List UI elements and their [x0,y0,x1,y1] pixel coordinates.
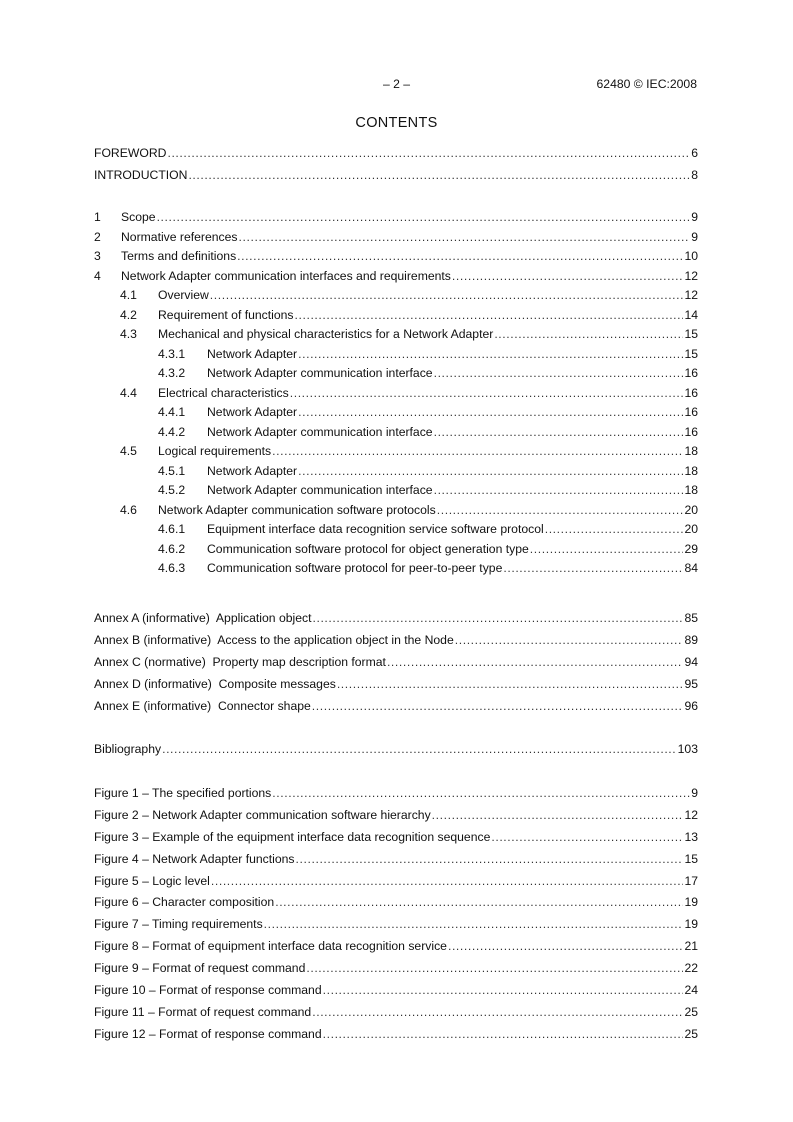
toc-section-entry[interactable] [94,286,698,306]
dot-leader [210,286,684,306]
annex-title: Annex C (normative) Property map description format [94,654,386,669]
section-number: 3 [94,249,101,263]
section-title: Network Adapter communication software protocols [158,502,436,517]
figure-title: Figure 3 – Example of the equipment interface data recognition sequence [94,829,491,844]
dot-leader [295,306,684,326]
toc-entry-text: INTRODUCTION [94,167,188,182]
toc-annex-entry[interactable] [94,630,698,652]
dot-leader [275,892,683,914]
bibliography-page: 103 [677,742,698,756]
section-page: 18 [684,483,698,497]
toc-section-entry[interactable] [94,540,698,560]
section-page: 84 [684,561,698,575]
annex-page: 95 [684,676,698,691]
dot-leader [387,652,684,674]
section-title: Electrical characteristics [158,385,289,400]
dot-leader [545,520,684,540]
annex-page: 89 [684,632,698,647]
toc-annex-entry[interactable] [94,696,698,718]
dot-leader [434,364,684,384]
toc-front-matter [94,143,698,187]
figure-page: 19 [684,917,698,932]
toc-figure-entry[interactable] [94,914,698,936]
section-number: 4.5.1 [158,463,186,478]
section-title: Equipment interface data recognition service software protocol [207,522,544,536]
section-title: Normative references [121,229,238,244]
section-page: 9 [691,210,698,224]
dot-leader [162,739,677,761]
dot-leader [239,228,691,248]
section-title: Mechanical and physical characteristics for a Network Adapter [158,327,494,341]
section-title: Terms and definitions [121,249,237,263]
section-page: 20 [684,502,698,517]
figure-page: 22 [684,961,698,976]
dot-leader [448,936,683,958]
section-number: 4.5 [120,444,137,458]
section-page: 20 [684,522,698,536]
toc-figure-entry[interactable] [94,892,698,914]
section-page: 16 [684,405,698,419]
section-number: 4.6.1 [158,522,186,536]
dot-leader [296,849,684,871]
toc-section-entry[interactable] [94,306,698,326]
toc-entry-page: 6 [691,146,698,160]
section-page: 12 [684,268,698,283]
toc-annex-entry[interactable] [94,608,698,630]
section-number: 4.3 [120,327,137,341]
figure-title: Figure 4 – Network Adapter functions [94,851,295,866]
dot-leader [290,384,684,404]
toc-figures [94,783,698,1046]
page-title: CONTENTS [355,115,438,131]
section-page: 18 [684,444,698,458]
section-number: 4.4.1 [158,405,186,419]
section-title: Scope [121,210,156,224]
section-title: Network Adapter communication interface [207,483,433,497]
dot-leader [298,345,683,365]
annex-title: Annex A (informative) Application object [94,611,312,625]
section-page: 16 [684,385,698,400]
dot-leader [491,827,683,849]
toc-figure-entry[interactable] [94,783,698,805]
annex-title: Annex D (informative) Composite messages [94,676,336,691]
section-title: Logical requirements [158,444,272,458]
dot-leader [312,696,684,718]
figure-page: 19 [684,895,698,910]
toc-entry[interactable] [94,165,698,187]
toc-section-entry[interactable] [94,442,698,462]
figure-page: 17 [684,873,698,888]
dot-leader [157,208,691,228]
section-title: Requirement of functions [158,307,294,322]
toc-bibliography-entry[interactable] [94,739,698,761]
figure-title: Figure 2 – Network Adapter communication software hierarchy [94,807,431,822]
annex-title: Annex E (informative) Connector shape [94,698,311,713]
toc-figure-entry[interactable] [94,936,698,958]
section-page: 12 [684,288,698,302]
toc-figure-entry[interactable] [94,871,698,893]
dot-leader [494,325,683,345]
toc-section-entry[interactable] [94,267,698,287]
dot-leader [437,501,684,521]
figure-page: 21 [684,939,698,954]
dot-leader [434,423,684,443]
section-page: 14 [684,307,698,322]
annex-title: Annex B (informative) Access to the application object in the Node [94,632,454,647]
figure-title: Figure 11 – Format of request command [94,1004,312,1019]
section-title: Network Adapter communication interfaces and requirements [121,268,451,283]
toc-figure-entry[interactable] [94,1002,698,1024]
toc-entry[interactable] [94,143,698,165]
dot-leader [434,481,684,501]
dot-leader [237,247,683,267]
section-title: Network Adapter communication interface [207,424,433,439]
annex-page: 96 [684,698,698,713]
section-page: 16 [684,366,698,380]
figure-title: Figure 1 – The specified portions [94,786,272,800]
toc-figure-entry[interactable] [94,1024,698,1046]
bibliography-title: Bibliography [94,742,162,756]
section-page: 15 [684,346,698,361]
figure-page: 24 [684,983,698,998]
toc-section-entry[interactable] [94,423,698,443]
dot-leader [323,1024,684,1046]
figure-page: 25 [684,1026,698,1041]
section-page: 29 [684,541,698,556]
dot-leader [298,403,683,423]
dot-leader [337,674,684,696]
section-number: 4.6 [120,502,137,517]
section-title: Communication software protocol for object generation type [207,541,529,556]
dot-leader [312,1002,683,1024]
figure-page: 12 [684,807,698,822]
section-number: 4.4 [120,385,137,400]
figure-title: Figure 7 – Timing requirements [94,917,263,932]
section-number: 4.6.3 [158,561,186,575]
dot-leader [312,608,683,630]
dot-leader [188,165,690,187]
figure-page: 13 [684,829,698,844]
toc-entry-text: FOREWORD [94,146,167,160]
section-page: 18 [684,463,698,478]
toc-section-entry[interactable] [94,520,698,540]
toc-annex-entry[interactable] [94,674,698,696]
annex-page: 94 [684,654,698,669]
standard-reference: 62480 © IEC:2008 [596,77,697,91]
dot-leader [323,980,684,1002]
section-page: 16 [684,424,698,439]
toc-annexes [94,608,698,717]
section-number: 4 [94,268,101,283]
section-number: 4.1 [120,288,137,302]
figure-title: Figure 10 – Format of response command [94,983,322,998]
toc-bibliography [94,739,698,761]
figure-page: 25 [684,1004,698,1019]
toc-figure-entry[interactable] [94,827,698,849]
annex-page: 85 [684,611,698,625]
section-number: 1 [94,210,101,224]
section-number: 2 [94,229,101,244]
section-number: 4.3.2 [158,366,186,380]
toc-section-entry[interactable] [94,208,698,228]
page-number: – 2 – [382,77,411,91]
dot-leader [272,783,690,805]
toc-section-entry[interactable] [94,345,698,365]
section-title: Network Adapter [207,463,298,478]
toc-section-entry[interactable] [94,325,698,345]
toc-sections [94,208,698,579]
section-title: Communication software protocol for peer-to-peer type [207,561,503,575]
dot-leader [452,267,684,287]
section-number: 4.2 [120,307,137,322]
dot-leader [455,630,684,652]
figure-title: Figure 9 – Format of request command [94,961,306,976]
toc-figure-entry[interactable] [94,958,698,980]
section-page: 15 [684,327,698,341]
dot-leader [211,871,684,893]
toc-section-entry[interactable] [94,384,698,404]
toc-section-entry[interactable] [94,462,698,482]
figure-title: Figure 6 – Character composition [94,895,275,910]
toc-section-entry[interactable] [94,501,698,521]
toc-section-entry[interactable] [94,247,698,267]
toc-section-entry[interactable] [94,364,698,384]
toc-entry-page: 8 [691,167,698,182]
toc-section-entry[interactable] [94,559,698,579]
dot-leader [264,914,684,936]
figure-title: Figure 8 – Format of equipment interface data recognition service [94,939,447,954]
toc-figure-entry[interactable] [94,805,698,827]
toc-section-entry[interactable] [94,481,698,501]
dot-leader [298,462,683,482]
dot-leader [503,559,683,579]
section-number: 4.3.1 [158,346,186,361]
dot-leader [306,958,683,980]
dot-leader [167,143,690,165]
section-title: Overview [158,288,209,302]
figure-page: 9 [691,786,698,800]
figure-page: 15 [684,851,698,866]
dot-leader [272,442,683,462]
section-number: 4.5.2 [158,483,186,497]
dot-leader [530,540,684,560]
section-number: 4.4.2 [158,424,186,439]
toc-section-entry[interactable] [94,228,698,248]
section-page: 9 [691,229,698,244]
section-page: 10 [684,249,698,263]
section-title: Network Adapter [207,405,298,419]
section-number: 4.6.2 [158,541,186,556]
section-title: Network Adapter [207,346,298,361]
section-title: Network Adapter communication interface [207,366,433,380]
figure-title: Figure 12 – Format of response command [94,1026,322,1041]
toc-section-entry[interactable] [94,403,698,423]
toc-annex-entry[interactable] [94,652,698,674]
toc-figure-entry[interactable] [94,849,698,871]
dot-leader [432,805,684,827]
toc-figure-entry[interactable] [94,980,698,1002]
figure-title: Figure 5 – Logic level [94,873,210,888]
